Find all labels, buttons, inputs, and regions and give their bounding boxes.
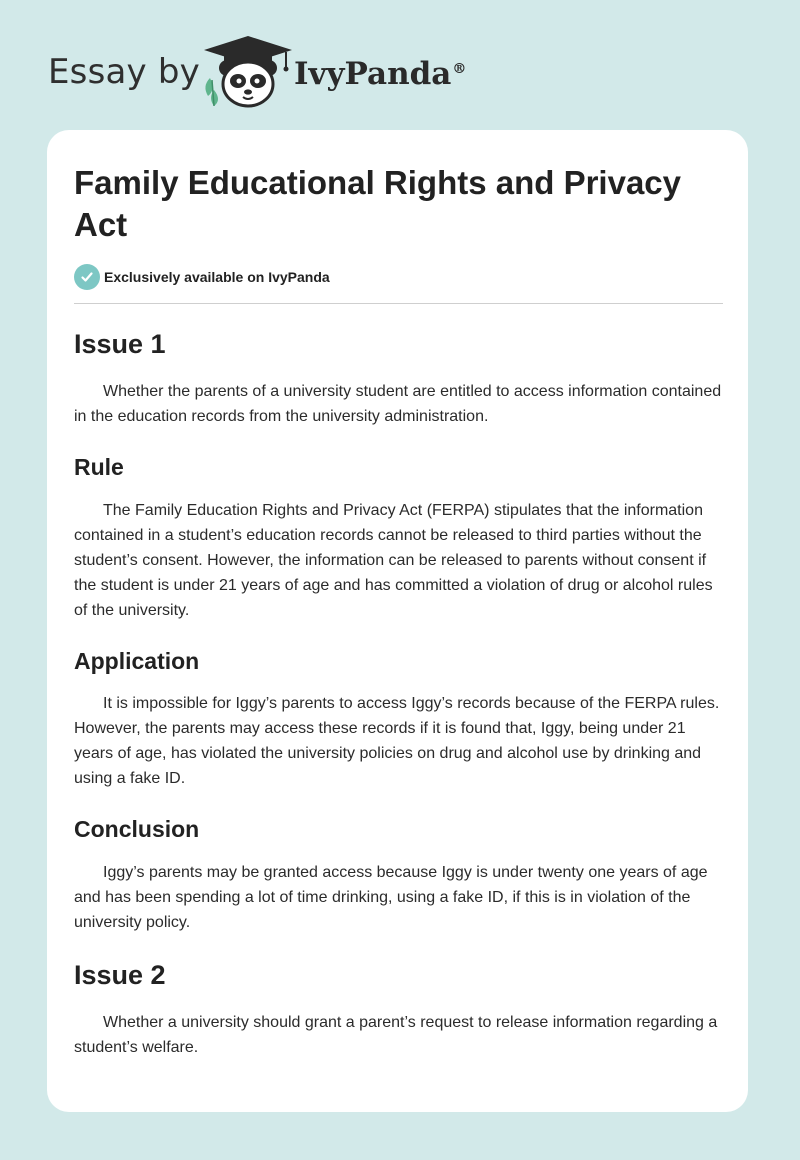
section-text-rule: The Family Education Rights and Privacy Act (FERPA) stipulates that the information contained in a student’s education records cannot be released to third parties without the student’s consent. However, the information can be released to parents without consent if the student is under 21 years of age and has committed a violation of drug or alcohol rules of the university. (74, 502, 713, 619)
essay-card (47, 130, 748, 1112)
essay-title: Family Educational Rights and Privacy Act (74, 164, 682, 243)
section-text-issue-2: Whether a university should grant a parent’s request to release information regarding a student’s welfare. (74, 1014, 718, 1056)
section-text-application: It is impossible for Iggy’s parents to access Iggy’s records because of the FERPA rules. However, the parents may access these records if it is found that, Iggy, being under 21 years of age, has violated the university policies on drug and alcohol use by drinking and using a fake ID. (74, 695, 720, 787)
check-icon (74, 264, 100, 290)
section-text-issue-1: Whether the parents of a university student are entitled to access information contained in the education records from the university administration. (74, 383, 722, 425)
section-heading-application: Application (74, 648, 200, 674)
divider (74, 303, 723, 304)
section-heading-issue-1: Issue 1 (74, 329, 166, 359)
essay-body (74, 326, 726, 1060)
brand-name: IvyPanda® (294, 56, 467, 92)
section-heading-conclusion: Conclusion (74, 816, 200, 842)
registered-mark: ® (452, 60, 467, 77)
exclusive-badge (74, 263, 330, 291)
panda-graduate-icon (200, 34, 296, 110)
section-text-conclusion: Iggy’s parents may be granted access because Iggy is under twenty one years of age and has been spending a lot of time drinking, using a fake ID, if this is in violation of the university policy. (74, 864, 708, 931)
section-heading-rule: Rule (74, 454, 124, 480)
section-heading-issue-2: Issue 2 (74, 960, 166, 990)
badge-text: Exclusively available on IvyPanda (104, 269, 330, 285)
site-header-logo[interactable] (48, 34, 548, 114)
brand-prefix: Essay by (48, 52, 200, 92)
